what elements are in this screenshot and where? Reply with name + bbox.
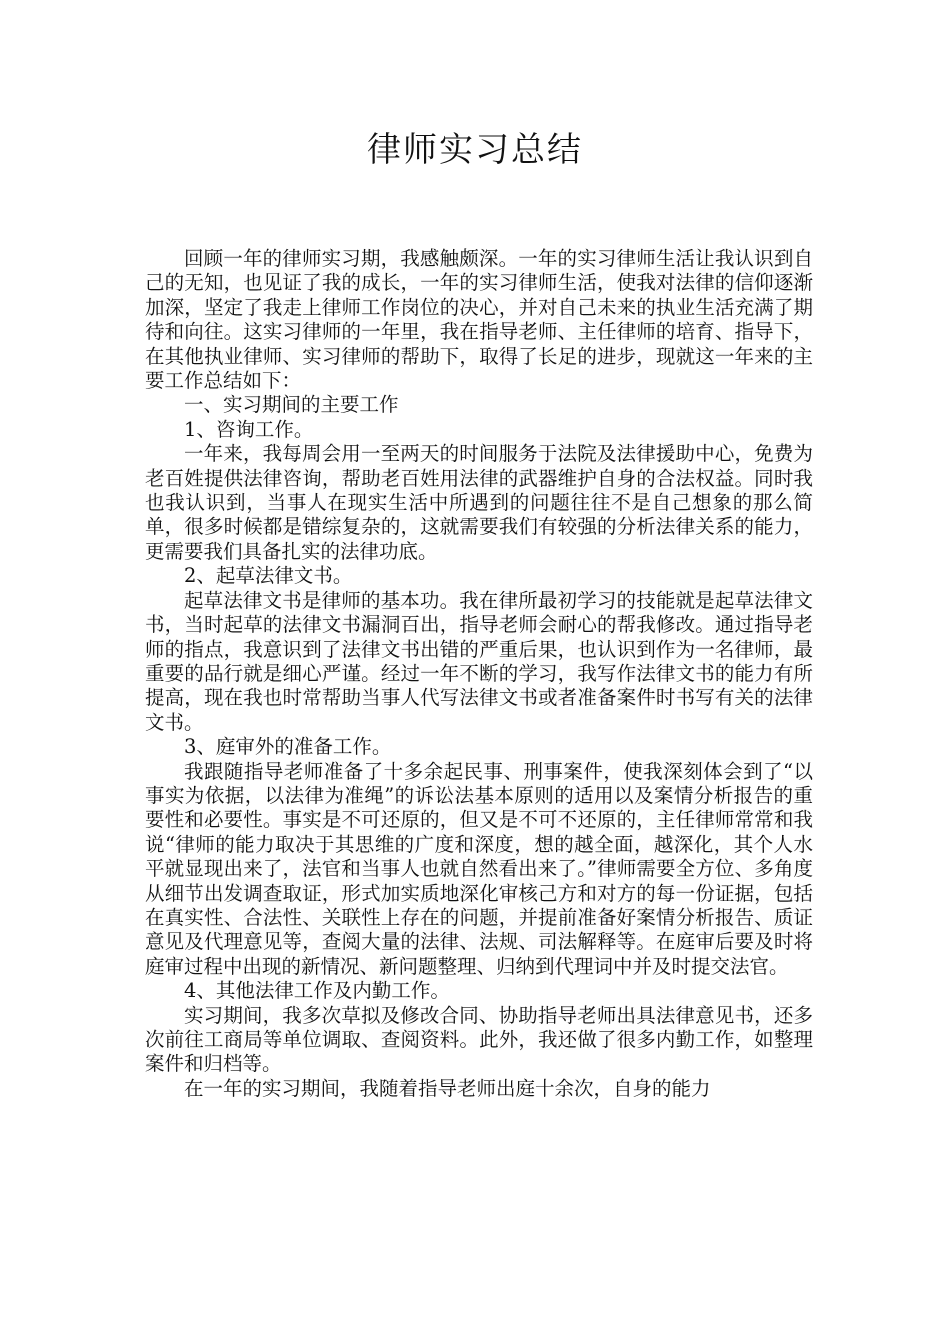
subheading-drafting: 2、起草法律文书。 (184, 564, 353, 588)
paragraph-drafting: 起草法律文书是律师的基本功。我在律所最初学习的技能就是起草法律文书，当时起草的法律文书漏洞百出，指导老师会耐心的帮我修改。通过指导老师的指点，我意识到了法律文书出错的严重后果，也认识到作为一名律师，最重要的品行就是细心严谨。经过一年不断的学习，我写作法律文书的能力有所提高，现在我也时常帮助当事人代写法律文书或者准备案件时书写有关的法律文书。 (145, 588, 813, 734)
paragraph-consulting: 一年来，我每周会用一至两天的时间服务于法院及法律援助中心，免费为老百姓提供法律咨询，帮助老百姓用法律的武器维护自身的合法权益。同时我也我认识到，当事人在现实生活中所遇到的问题往往不是自己想象的那么简单，很多时候都是错综复杂的，这就需要我们有较强的分析法律关系的能力，更需要我们具备扎实的法律功底。 (145, 442, 813, 563)
subheading-trial-prep: 3、庭审外的准备工作。 (184, 735, 392, 759)
section-heading-main-work: 一、实习期间的主要工作 (184, 393, 399, 417)
paragraph-court-experience: 在一年的实习期间，我随着指导老师出庭十余次，自身的能力 (184, 1076, 711, 1100)
subheading-consulting: 1、咨询工作。 (184, 417, 314, 441)
document-body (145, 247, 813, 1101)
paragraph-trial-prep: 我跟随指导老师准备了十多余起民事、刑事案件，使我深刻体会到了“以事实为依据，以法律为准绳”的诉讼法基本原则的适用以及案情分析报告的重要性和必要性。事实是不可还原的，但又是不可不还原的，主任律师常常和我说“律师的能力取决于其思维的广度和深度，想的越全面，越深化，其个人水平就显现出来了，法官和当事人也就自然看出来了。”律师需要全方位、多角度从细节出发调查取证，形式加实质地深化审核己方和对方的每一份证据，包括在真实性、合法性、关联性上存在的问题，并提前准备好案情分析报告、质证意见及代理意见等，查阅大量的法律、法规、司法解释等。在庭审后要及时将庭审过程中出现的新情况、新问题整理、归纳到代理词中并及时提交法官。 (145, 759, 813, 978)
document-title: 律师实习总结 (367, 130, 583, 170)
paragraph-intro: 回顾一年的律师实习期，我感触颇深。一年的实习律师生活让我认识到自己的无知，也见证了我的成长，一年的实习律师生活，使我对法律的信仰逐渐加深，坚定了我走上律师工作岗位的决心，并对自己未来的执业生活充满了期待和向往。这实习律师的一年里，我在指导老师、主任律师的培育、指导下，在其他执业律师、实习律师的帮助下，取得了长足的进步，现就这一年来的主要工作总结如下： (145, 247, 813, 393)
paragraph-other-work: 实习期间，我多次草拟及修改合同、协助指导老师出具法律意见书，还多次前往工商局等单位调取、查阅资料。此外，我还做了很多内勤工作，如整理案件和归档等。 (145, 1003, 813, 1076)
subheading-other-work: 4、其他法律工作及内勤工作。 (184, 979, 450, 1003)
